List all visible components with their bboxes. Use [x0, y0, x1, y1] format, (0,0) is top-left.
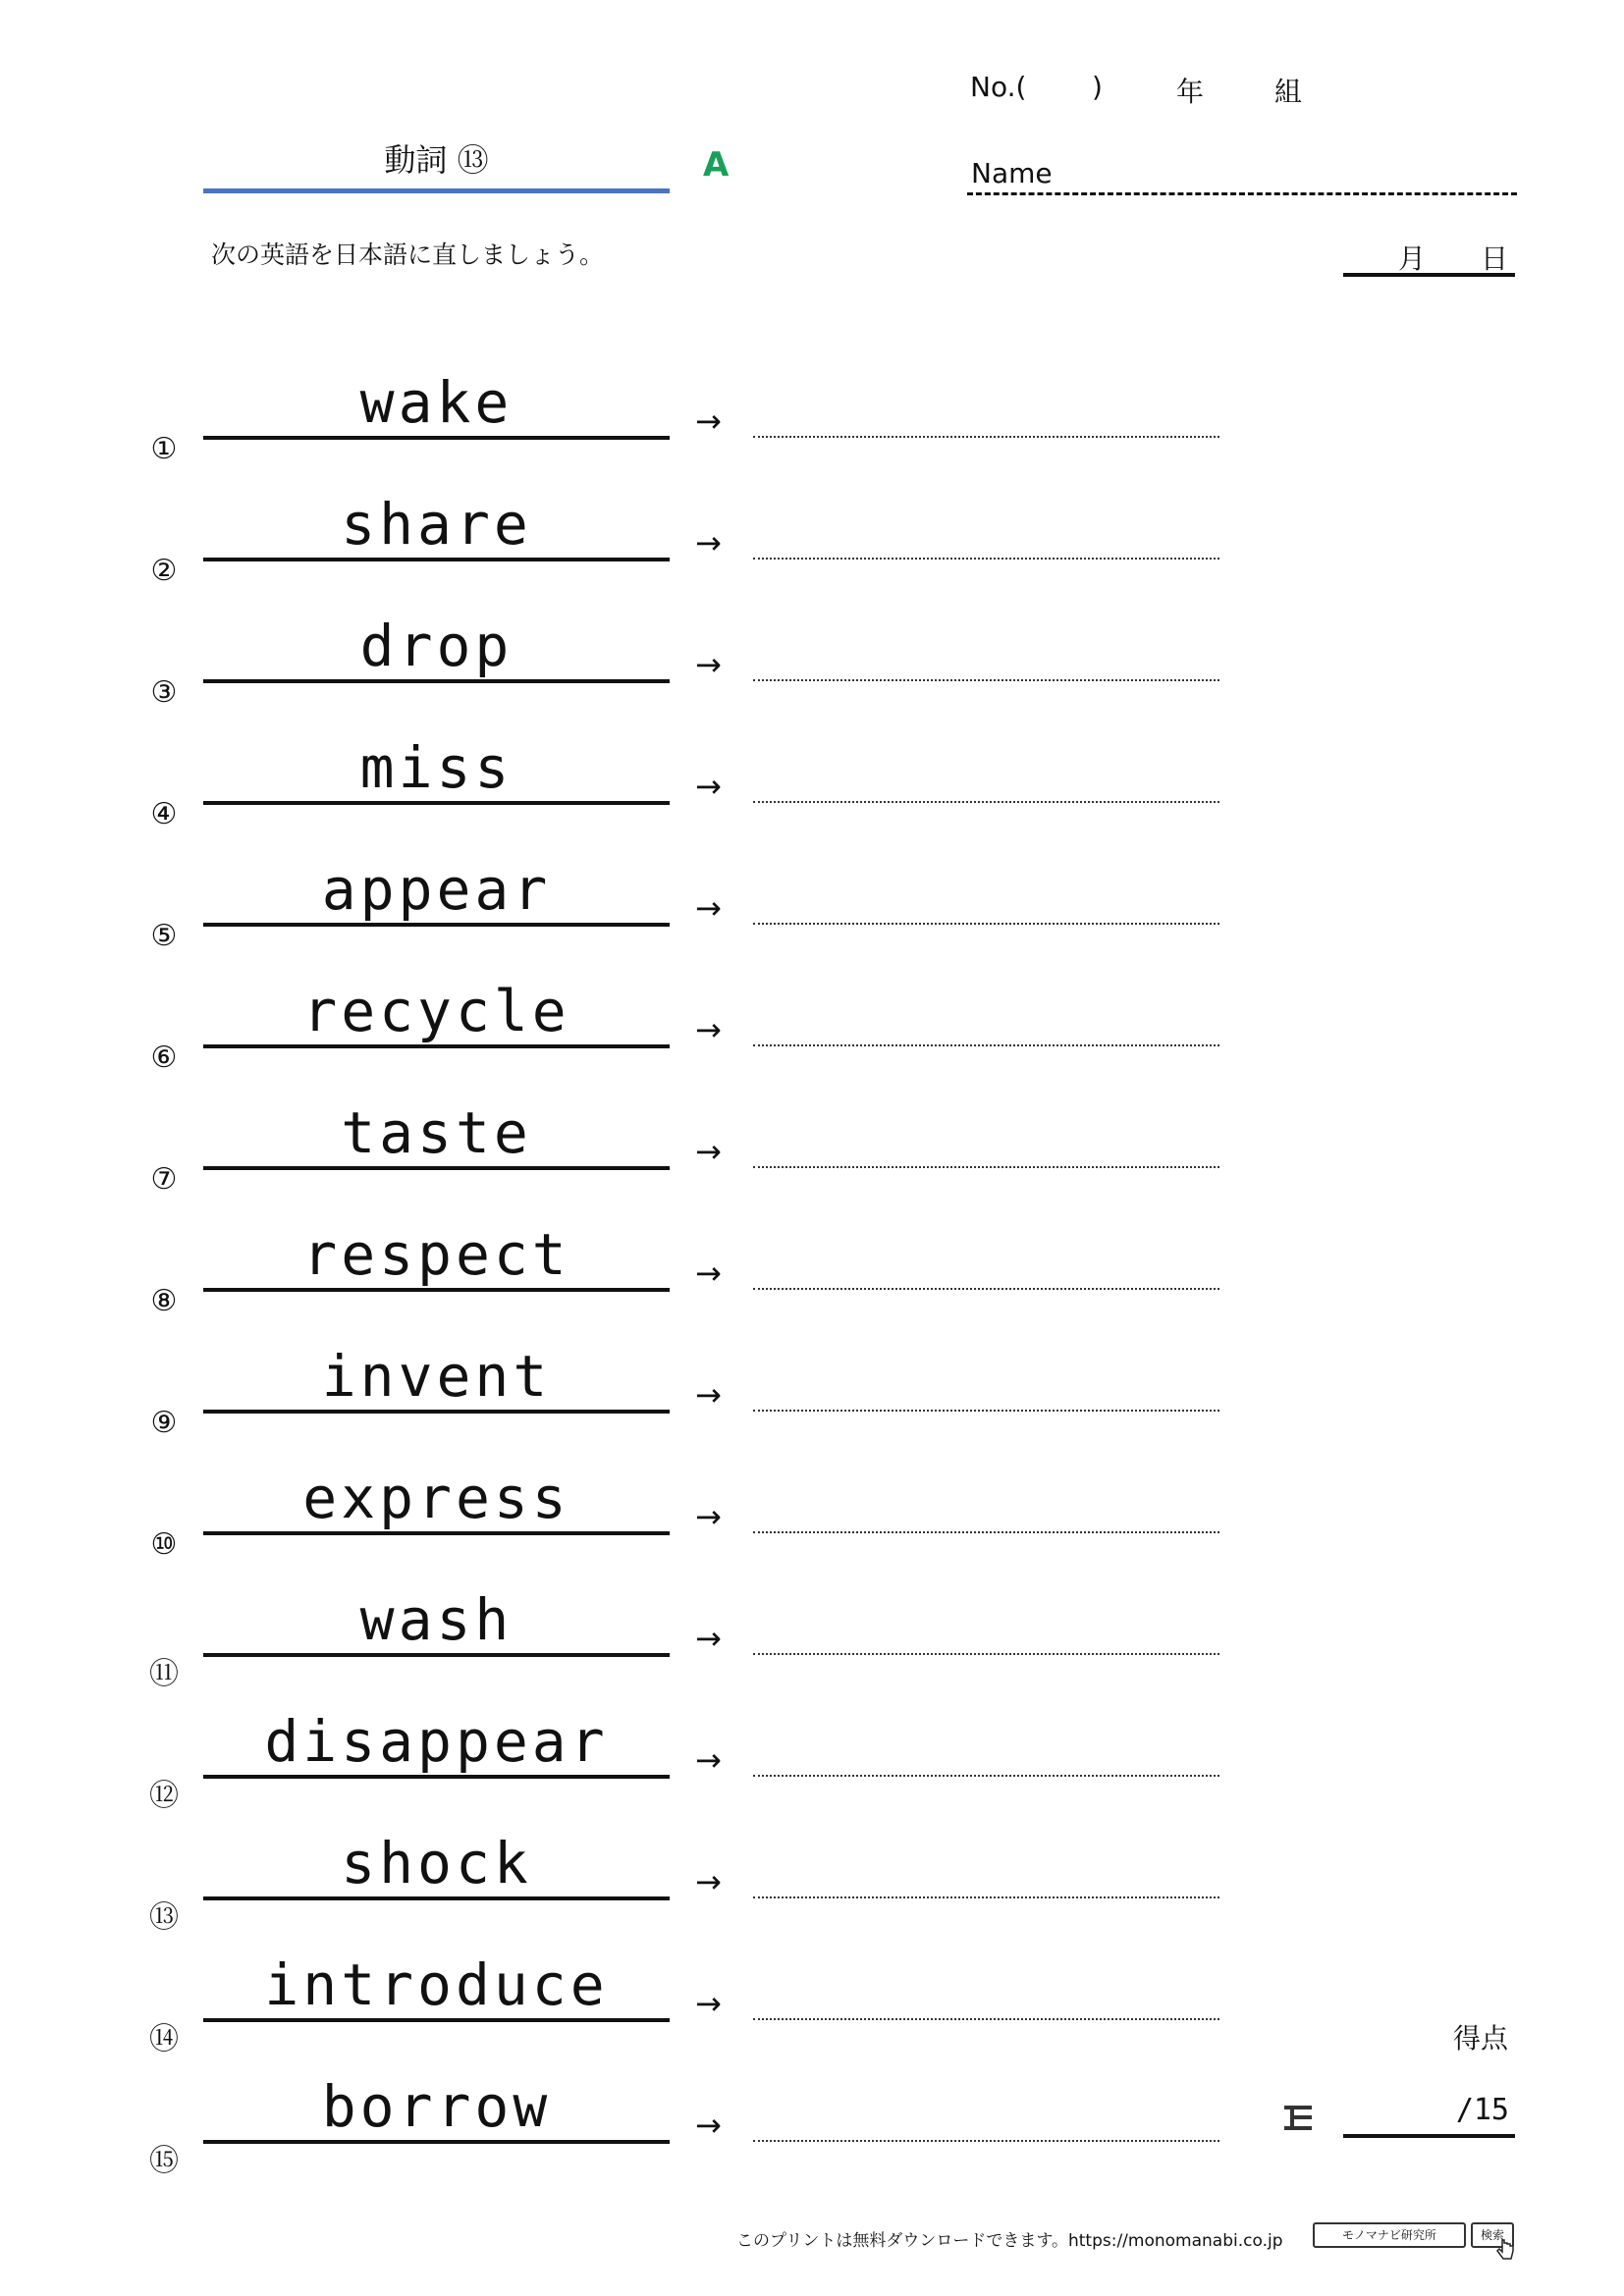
- english-word: express: [302, 1465, 570, 1531]
- arrow-icon: →: [695, 1620, 722, 1657]
- answer-line[interactable]: [753, 1410, 1219, 1412]
- question-number: ⑩: [150, 1527, 178, 1562]
- name-field[interactable]: [967, 155, 1517, 195]
- word-box: [203, 491, 670, 561]
- arrow-icon: →: [695, 1255, 722, 1292]
- english-word: wake: [359, 369, 514, 436]
- arrow-icon: →: [695, 2107, 722, 2144]
- word-box: [203, 1586, 670, 1657]
- instruction-text: 次の英語を日本語に直しましょう。: [211, 240, 605, 269]
- answer-line[interactable]: [753, 679, 1219, 681]
- question-number: ⑦: [150, 1162, 178, 1197]
- english-word: share: [341, 491, 532, 558]
- word-box: [203, 856, 670, 927]
- arrow-icon: →: [695, 768, 722, 805]
- answer-line[interactable]: [753, 1775, 1219, 1777]
- question-number: ⑫: [149, 1779, 179, 1813]
- question-number: ⑮: [149, 2144, 179, 2178]
- answer-line[interactable]: [753, 436, 1219, 438]
- word-box: [203, 1465, 670, 1535]
- english-word: introduce: [264, 1951, 609, 2018]
- word-box: [203, 734, 670, 805]
- month-label: 月: [1398, 242, 1427, 275]
- english-word: shock: [341, 1830, 532, 1896]
- question-number: ④: [150, 797, 178, 831]
- answer-line[interactable]: [753, 1044, 1219, 1046]
- search-button[interactable]: 検索: [1471, 2222, 1514, 2248]
- word-box: [203, 613, 670, 683]
- arrow-icon: →: [695, 402, 722, 440]
- word-box: [203, 1099, 670, 1170]
- english-word: borrow: [321, 2073, 552, 2140]
- name-label: Name: [971, 157, 1053, 189]
- english-word: wash: [359, 1586, 514, 1653]
- score-total: /15: [1455, 2093, 1509, 2127]
- answer-line[interactable]: [753, 1166, 1219, 1168]
- english-word: recycle: [302, 978, 570, 1044]
- word-box: [203, 1221, 670, 1292]
- number-label: No.(: [970, 71, 1027, 103]
- word-box: [203, 1343, 670, 1414]
- word-box: [203, 1830, 670, 1900]
- arrow-icon: →: [695, 1376, 722, 1414]
- arrow-icon: →: [695, 1985, 722, 2022]
- english-word: taste: [341, 1099, 532, 1166]
- footer-text: このプリントは無料ダウンロードできます。https://monomanabi.co.jp: [736, 2231, 1283, 2251]
- word-box: [203, 1708, 670, 1779]
- english-word: invent: [321, 1343, 552, 1410]
- answer-line[interactable]: [753, 1896, 1219, 1898]
- date-field[interactable]: [1343, 238, 1515, 277]
- brand-button[interactable]: モノマナビ研究所: [1313, 2222, 1466, 2248]
- question-number: ⑧: [150, 1284, 178, 1318]
- question-number: ⑤: [150, 919, 178, 953]
- arrow-icon: →: [695, 1498, 722, 1535]
- score-label: 得点: [1453, 2022, 1509, 2055]
- english-word: respect: [302, 1221, 570, 1288]
- answer-line[interactable]: [753, 1531, 1219, 1533]
- answer-line[interactable]: [753, 1288, 1219, 1290]
- arrow-icon: →: [695, 646, 722, 683]
- arrow-icon: →: [695, 524, 722, 561]
- class-label: 組: [1274, 76, 1303, 108]
- arrow-icon: →: [695, 1011, 722, 1048]
- question-number: ⑬: [149, 1900, 179, 1935]
- answer-line[interactable]: [753, 923, 1219, 925]
- pointer-hand-icon: [1494, 2238, 1516, 2264]
- year-label: 年: [1176, 76, 1205, 108]
- answer-line[interactable]: [753, 1653, 1219, 1655]
- word-box: [203, 978, 670, 1048]
- word-box: [203, 1951, 670, 2022]
- question-number: ⑨: [150, 1406, 178, 1440]
- question-number: ⑪: [149, 1657, 179, 1691]
- english-word: miss: [359, 734, 514, 801]
- question-number: ①: [150, 432, 178, 466]
- arrow-icon: →: [695, 1863, 722, 1900]
- level-badge: A: [703, 145, 730, 185]
- score-field[interactable]: [1343, 2089, 1515, 2138]
- page-title: [203, 137, 670, 193]
- answer-line[interactable]: [753, 2018, 1219, 2020]
- word-box: [203, 2073, 670, 2144]
- question-number: ⑥: [150, 1041, 178, 1075]
- english-word: drop: [359, 613, 514, 679]
- answer-line[interactable]: [753, 801, 1219, 803]
- page-title-text: 動詞 ⑬: [384, 141, 489, 179]
- english-word: appear: [321, 856, 552, 923]
- question-number: ③: [150, 675, 178, 710]
- question-number: ⑭: [149, 2022, 179, 2056]
- day-label: 日: [1481, 242, 1509, 275]
- arrow-icon: →: [695, 1741, 722, 1779]
- arrow-icon: →: [695, 1133, 722, 1170]
- english-word: disappear: [264, 1708, 609, 1775]
- brand-logo-icon: [1281, 2101, 1315, 2134]
- answer-line[interactable]: [753, 558, 1219, 560]
- number-close: ): [1092, 71, 1103, 103]
- arrow-icon: →: [695, 889, 722, 927]
- question-number: ②: [150, 554, 178, 588]
- word-box: [203, 369, 670, 440]
- answer-line[interactable]: [753, 2140, 1219, 2142]
